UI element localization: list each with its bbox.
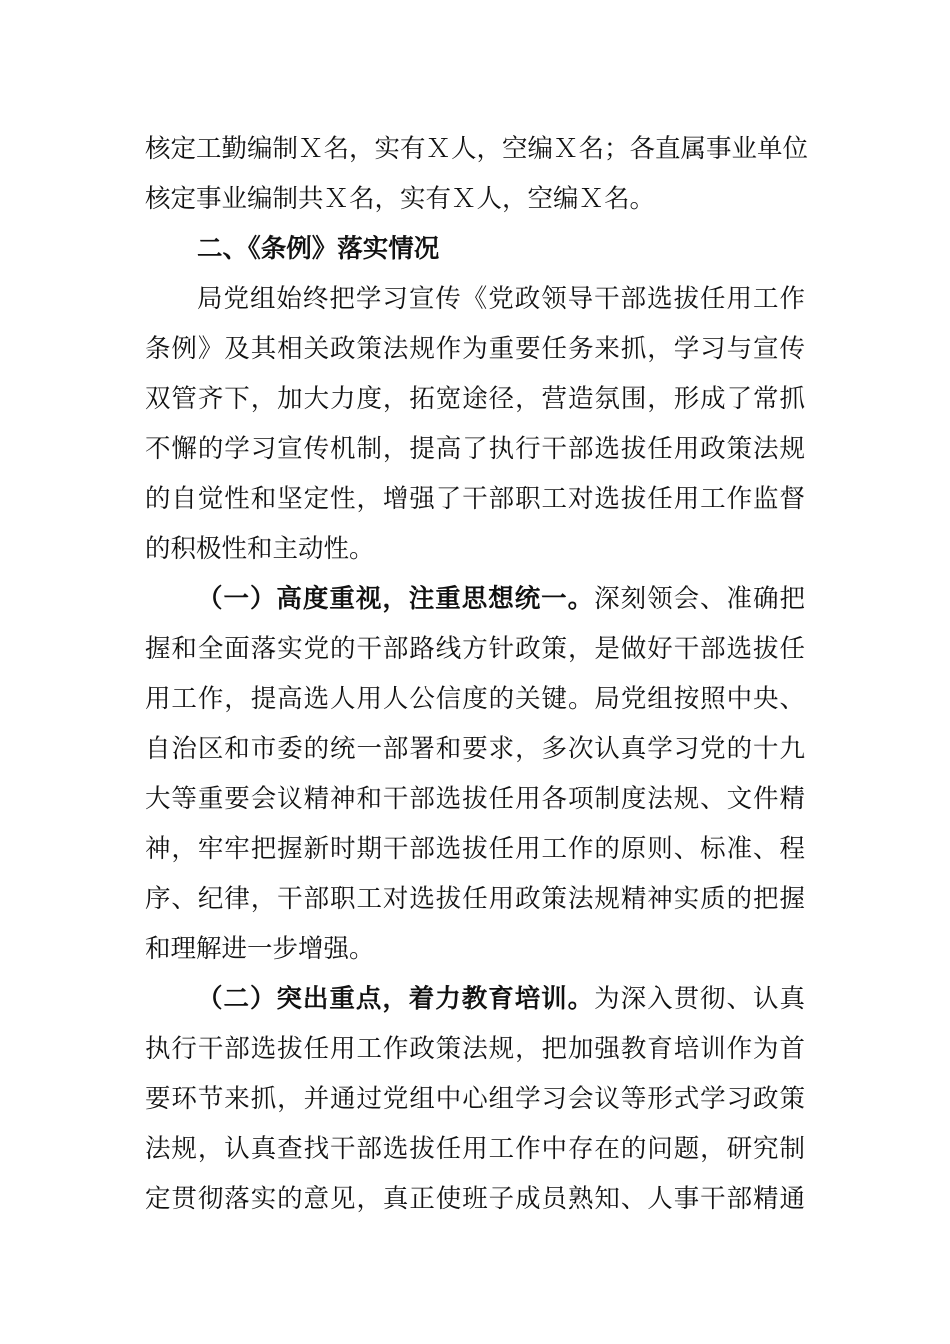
paragraph-line: 核定事业编制共Ｘ名，实有Ｘ人，空编Ｘ名。 xyxy=(145,184,656,214)
subsection-heading: （一）高度重视，注重思想统一。 xyxy=(197,584,595,614)
paragraph-line: 神，牢牢把握新时期干部选拔任用工作的原则、标准、程 xyxy=(145,834,805,864)
paragraph-line: 用工作，提高选人用人公信度的关键。局党组按照中央、 xyxy=(145,684,805,714)
paragraph-line: 条例》及其相关政策法规作为重要任务来抓，学习与宣传 xyxy=(145,334,805,364)
paragraph-line: 大等重要会议精神和干部选拔任用各项制度法规、文件精 xyxy=(145,784,805,814)
paragraph-line xyxy=(197,980,805,1018)
paragraph-line: 握和全面落实党的干部路线方针政策，是做好干部选拔任 xyxy=(145,634,805,664)
paragraph-line: 的积极性和主动性。 xyxy=(145,534,375,564)
paragraph-line: 定贯彻落实的意见，真正使班子成员熟知、人事干部精通 xyxy=(145,1184,805,1214)
paragraph-line: 不懈的学习宣传机制，提高了执行干部选拔任用政策法规 xyxy=(145,434,805,464)
paragraph-line: 和理解进一步增强。 xyxy=(145,934,375,964)
paragraph-line: 自治区和市委的统一部署和要求，多次认真学习党的十九 xyxy=(145,734,805,764)
paragraph-line: 的自觉性和坚定性，增强了干部职工对选拔任用工作监督 xyxy=(145,484,805,514)
paragraph-line: 序、纪律，干部职工对选拔任用政策法规精神实质的把握 xyxy=(145,884,805,914)
section-heading: 二、《条例》落实情况 xyxy=(197,234,440,264)
subsection-heading: （二）突出重点，着力教育培训。 xyxy=(197,984,595,1014)
paragraph-text: 为深入贯彻、认真 xyxy=(594,984,805,1014)
paragraph-line xyxy=(197,580,805,618)
paragraph-line: 要环节来抓，并通过党组中心组学习会议等形式学习政策 xyxy=(145,1084,805,1114)
paragraph-line: 局党组始终把学习宣传《党政领导干部选拔任用工作 xyxy=(197,284,805,314)
paragraph-text: 深刻领会、准确把 xyxy=(594,584,805,614)
paragraph-line: 法规，认真查找干部选拔任用工作中存在的问题，研究制 xyxy=(145,1134,805,1164)
paragraph-line: 核定工勤编制Ｘ名，实有Ｘ人，空编Ｘ名；各直属事业单位 xyxy=(145,134,809,164)
paragraph-line: 双管齐下，加大力度，拓宽途径，营造氛围，形成了常抓 xyxy=(145,384,805,414)
paragraph-line: 执行干部选拔任用工作政策法规，把加强教育培训作为首 xyxy=(145,1034,805,1064)
